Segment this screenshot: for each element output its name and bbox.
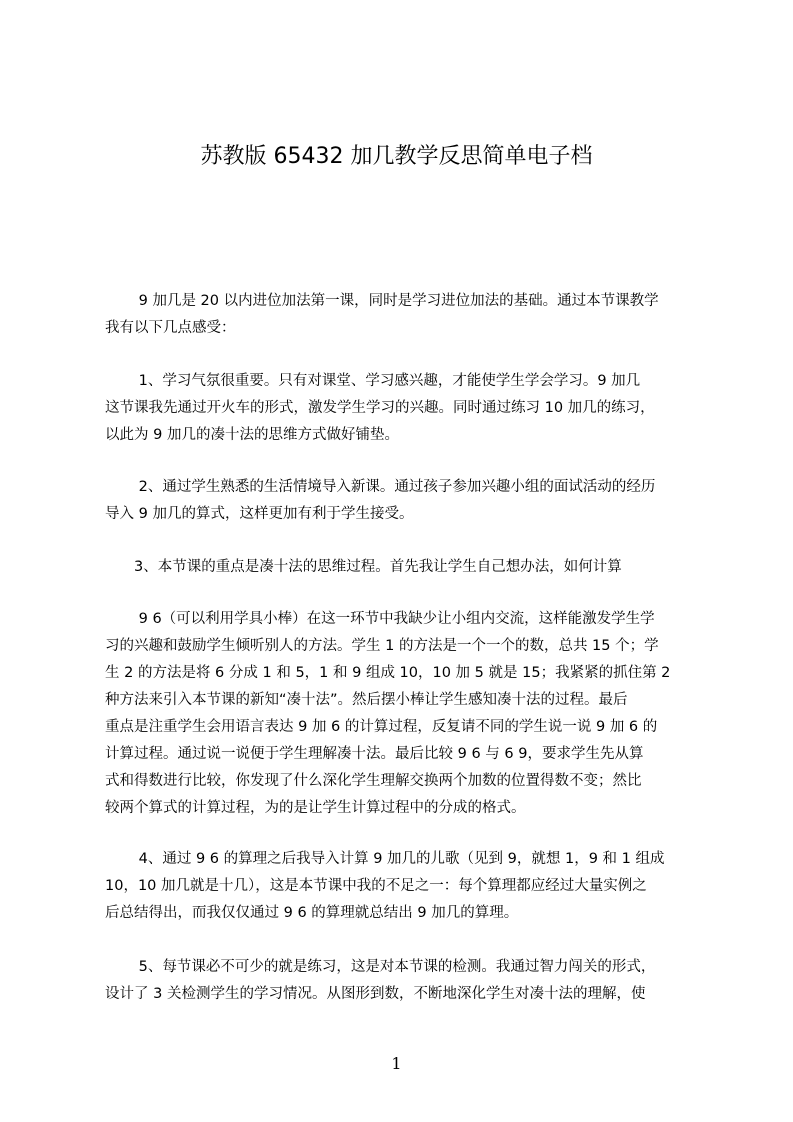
text-line: 9 6（可以利用学具小棒）在这一环节中我缺少让小组内交流，这样能激发学生学 (105, 611, 655, 627)
text-line: 式和得数进行比较，你发现了什么深化学生理解交换两个加数的位置得数不变；然比 (105, 773, 642, 789)
text-line: 2、通过学生熟悉的生活情境导入新课。通过孩子参加兴趣小组的面试活动的经历 (105, 479, 656, 495)
text-line: 10，10 加几就是十几），这是本节课中我的不足之一：每个算理都应经过大量实例之 (105, 878, 647, 894)
text-line: 1、学习气氛很重要。只有对课堂、学习感兴趣，才能使学生学会学习。9 加几 (105, 373, 641, 389)
paragraph-point-3-detail (105, 606, 705, 822)
paragraph-point-3 (105, 554, 705, 581)
paragraph-intro (105, 288, 705, 342)
text-line: 生 2 的方法是将 6 分成 1 和 5，1 和 9 组成 10，10 加 5 就是 15；我紧紧的抓住第 2 (105, 665, 671, 681)
paragraph-point-4 (105, 846, 705, 927)
text-line: 习的兴趣和鼓励学生倾听别人的方法。学生 1 的方法是一个一个的数，总共 15 个；学 (105, 638, 659, 654)
paragraph-point-5 (105, 954, 705, 1008)
text-line: 后总结得出，而我仅仅通过 9 6 的算理就总结出 9 加几的算理。 (105, 905, 519, 921)
paragraph-point-2 (105, 474, 705, 528)
text-line: 导入 9 加几的算式，这样更加有利于学生接受。 (105, 506, 414, 522)
text-line: 较两个算式的计算过程，为的是让学生计算过程中的分成的格式。 (105, 800, 526, 816)
text-line: 我有以下几点感受： (105, 320, 236, 336)
text-line: 重点是注重学生会用语言表达 9 加 6 的计算过程，反复请不同的学生说一说 9 加 6 的 (105, 719, 658, 735)
text-line: 5、每节课必不可少的就是练习，这是对本节课的检测。我通过智力闯关的形式， (105, 959, 656, 975)
text-line: 计算过程。通过说一说便于学生理解凑十法。最后比较 9 6 与 6 9，要求学生先从算 (105, 746, 644, 762)
text-line: 种方法来引入本节课的新知“凑十法”。然后摆小棒让学生感知凑十法的过程。最后 (105, 692, 628, 708)
paragraph-point-1 (105, 368, 705, 449)
document-title: 苏教版 65432 加几教学反思简单电子档 (200, 144, 593, 169)
text-line: 这节课我先通过开火车的形式，激发学生学习的兴趣。同时通过练习 10 加几的练习， (105, 400, 655, 416)
text-line: 以此为 9 加几的凑十法的思维方式做好铺垫。 (105, 427, 399, 443)
text-line: 3、本节课的重点是凑十法的思维过程。首先我让学生自己想办法，如何计算 (105, 559, 622, 575)
page-number: 1 (391, 1054, 402, 1073)
text-line: 设计了 3 关检测学生的学习情况。从图形到数，不断地深化学生对凑十法的理解，使 (105, 986, 646, 1002)
text-line: 9 加几是 20 以内进位加法第一课，同时是学习进位加法的基础。通过本节课教学 (105, 293, 659, 309)
text-line: 4、通过 9 6 的算理之后我导入计算 9 加几的儿歌（见到 9，就想 1，9 和 1 组成 (105, 851, 665, 867)
